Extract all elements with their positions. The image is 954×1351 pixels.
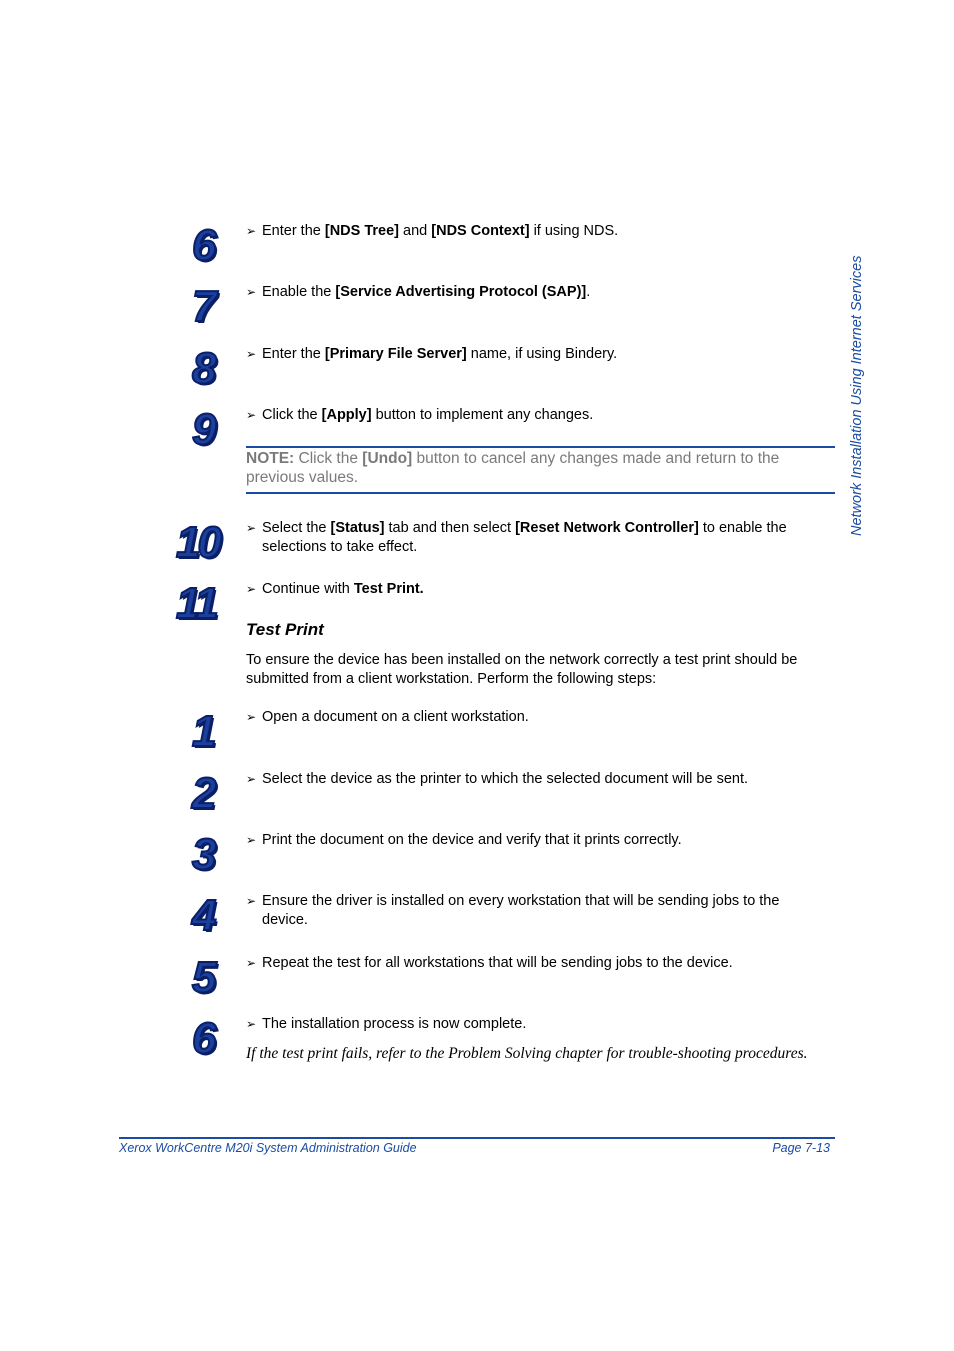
step-number-icon: 6 [192, 221, 214, 270]
plain-text: Repeat the test for all workstations that will be sending jobs to the device. [262, 955, 733, 971]
plain-text: Select the device as the printer to which the selected document will be sent. [262, 771, 749, 787]
step-number-icon: 8 [192, 344, 214, 393]
plain-text: button to implement any changes. [371, 407, 594, 423]
step-text [262, 770, 822, 789]
emphasis-text: [Status] [330, 520, 385, 536]
plain-text: Enable the [262, 284, 336, 300]
plain-text: Select the [262, 520, 331, 536]
step-number-icon: 10 [176, 518, 219, 567]
step-text [262, 345, 822, 364]
plain-text: Open a document on a client workstation. [262, 709, 529, 725]
arrow-bullet-icon: ➢ [246, 582, 257, 596]
step-number-icon: 3 [192, 830, 214, 879]
plain-text: button to cancel any changes made and return to the previous values. [246, 450, 780, 486]
arrow-bullet-icon: ➢ [246, 224, 257, 238]
step-text [262, 892, 822, 930]
arrow-bullet-icon: ➢ [246, 347, 257, 361]
section-title: Test Print [246, 620, 324, 639]
plain-text: Click the [294, 450, 363, 467]
arrow-bullet-icon: ➢ [246, 521, 257, 535]
plain-text: if using NDS. [529, 223, 619, 239]
emphasis-text: Test Print. [353, 581, 424, 597]
plain-text: Continue with [262, 581, 354, 597]
arrow-bullet-icon: ➢ [246, 956, 257, 970]
arrow-bullet-icon: ➢ [246, 833, 257, 847]
sidebar-chapter-title [846, 226, 866, 536]
step-number-icon: 4 [192, 891, 214, 940]
plain-text: Enter the [262, 346, 325, 362]
plain-text: Enter the [262, 223, 325, 239]
plain-text: Ensure the driver is installed on every workstation that will be sending jobs to the device. [262, 893, 780, 928]
plain-text: to enable the selections to take effect. [262, 520, 787, 555]
sidebar-title-text: Network Installation Using Internet Services [849, 255, 865, 536]
arrow-bullet-icon: ➢ [246, 408, 257, 422]
closing-note: If the test print fails, refer to the Problem Solving chapter for trouble-shooting procedures. [246, 1045, 808, 1062]
arrow-bullet-icon: ➢ [246, 285, 257, 299]
step-text [262, 708, 822, 727]
step-text [262, 1015, 822, 1034]
note-box [246, 446, 835, 494]
step-text [262, 519, 822, 557]
step-number-icon: 2 [192, 769, 214, 818]
step-text [262, 283, 822, 302]
plain-text: . [586, 284, 591, 300]
emphasis-text: [NDS Tree] [324, 223, 400, 239]
step-number-icon: 9 [192, 405, 214, 454]
plain-text: and [399, 223, 432, 239]
emphasis-text: [Undo] [362, 450, 413, 467]
emphasis-text: [Primary File Server] [324, 346, 467, 362]
arrow-bullet-icon: ➢ [246, 1017, 257, 1031]
arrow-bullet-icon: ➢ [246, 710, 257, 724]
step-number-icon: 11 [176, 579, 216, 628]
step-number-icon: 7 [192, 282, 214, 331]
footer-guide-title: Xerox WorkCentre M20i System Administration Guide [119, 1141, 417, 1155]
plain-text: name, if using Bindery. [466, 346, 618, 362]
step-text [262, 222, 822, 241]
plain-text: The installation process is now complete. [262, 1016, 527, 1032]
step-number-icon: 5 [192, 953, 214, 1002]
footer-divider [119, 1137, 835, 1139]
plain-text: tab and then select [384, 520, 516, 536]
footer-page-number: Page 7-13 [772, 1141, 830, 1155]
arrow-bullet-icon: ➢ [246, 894, 257, 908]
plain-text: Click the [262, 407, 322, 423]
step-text [262, 954, 822, 973]
intro-paragraph: To ensure the device has been installed on the network correctly a test print should be submitted from a client workstation. Perform the following steps: [246, 652, 798, 687]
step-number-icon: 6 [192, 1014, 214, 1063]
arrow-bullet-icon: ➢ [246, 772, 257, 786]
step-number-icon: 1 [192, 707, 214, 756]
emphasis-text: [Apply] [321, 407, 372, 423]
step-text [262, 580, 822, 599]
emphasis-text: [NDS Context] [431, 223, 530, 239]
step-text [262, 406, 822, 425]
note-label: NOTE: [246, 450, 295, 467]
emphasis-text: [Service Advertising Protocol (SAP)] [335, 284, 587, 300]
emphasis-text: [Reset Network Controller] [515, 520, 699, 536]
plain-text: Print the document on the device and verify that it prints correctly. [262, 832, 682, 848]
note-text [246, 450, 779, 486]
step-text [262, 831, 822, 850]
